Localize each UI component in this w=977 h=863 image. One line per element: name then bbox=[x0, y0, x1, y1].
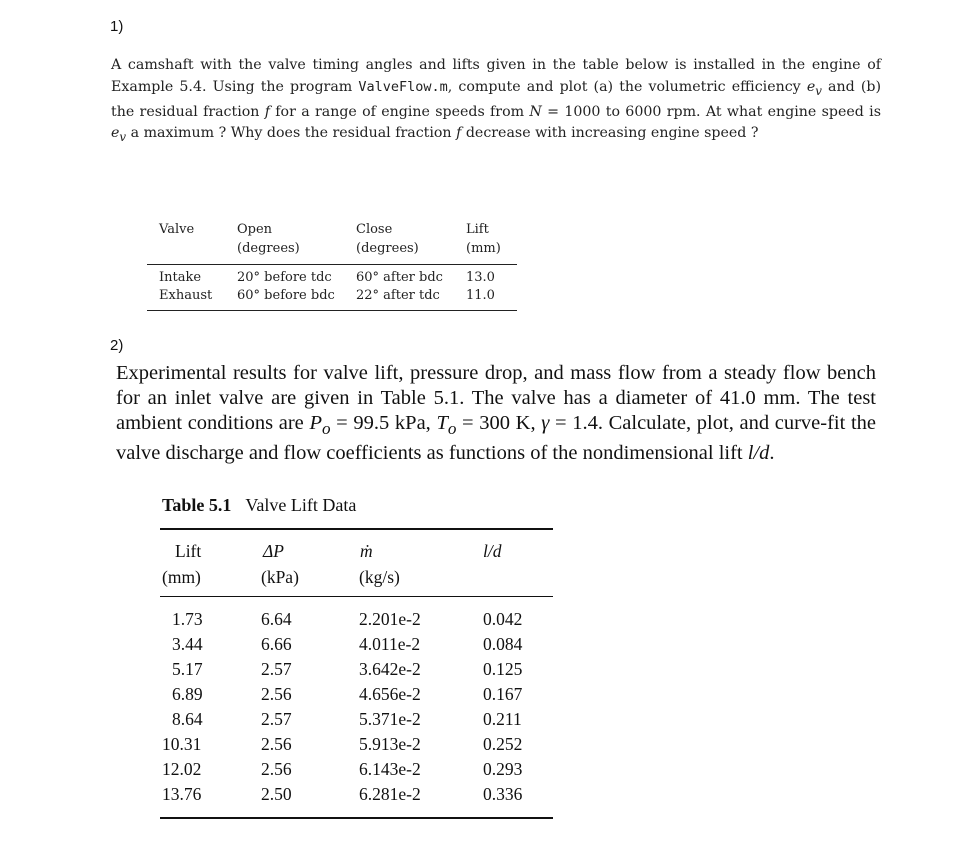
table-header-unit: (degrees) bbox=[237, 241, 300, 256]
table-cell: 11.0 bbox=[466, 288, 495, 303]
table-cell: 0.211 bbox=[483, 709, 522, 729]
table-cell: 8.64 bbox=[172, 709, 203, 729]
table-cell: 2.56 bbox=[261, 684, 292, 704]
table-cell: 60° before bdc bbox=[237, 288, 335, 303]
table-header-unit: (kg/s) bbox=[359, 567, 400, 587]
table-cell: 0.125 bbox=[483, 659, 523, 679]
table-cell: 0.167 bbox=[483, 684, 523, 704]
table-header: Lift bbox=[175, 541, 202, 561]
table-cell: 2.201e-2 bbox=[359, 609, 421, 629]
table-cell: 5.913e-2 bbox=[359, 734, 421, 754]
program-name: ValveFlow.m bbox=[358, 78, 448, 95]
question-2-number: 2) bbox=[110, 337, 124, 354]
table-rule bbox=[147, 264, 517, 265]
table-cell: 3.44 bbox=[172, 634, 203, 654]
question-2-text: Experimental results for valve lift, pressure drop, and mass flow from a steady flow bench for an inlet valve are given in Table 5.1. The valve has a diameter of 41.0 mm. The test ambient conditions are $P_o = 99.5$ kPa, $T_o = 300$ K, γ = 1.4. Calculate, plot, and curve-fit the valve discharge and flow coefficients as functions of the nondimensional lift l/d. bbox=[116, 362, 876, 465]
table-cell: 0.336 bbox=[483, 784, 523, 804]
table-header-unit: (kPa) bbox=[261, 567, 299, 587]
table-header: Valve bbox=[159, 222, 195, 237]
table-header-unit: (mm) bbox=[466, 241, 501, 256]
table-cell: 13.76 bbox=[162, 784, 202, 804]
table-cell: 1.73 bbox=[172, 609, 203, 629]
table-cell: 5.371e-2 bbox=[359, 709, 421, 729]
table-cell: 0.042 bbox=[483, 609, 523, 629]
table-cell: 6.89 bbox=[172, 684, 203, 704]
table-cell: 4.011e-2 bbox=[359, 634, 421, 654]
table-cell: 0.084 bbox=[483, 634, 523, 654]
table-cell: 2.57 bbox=[261, 709, 292, 729]
table-cell: 10.31 bbox=[162, 734, 202, 754]
table-header: Open bbox=[237, 222, 273, 237]
table-cell: 13.0 bbox=[466, 270, 495, 285]
question-1-number: 1) bbox=[110, 18, 124, 35]
table-caption: Table 5.1 Valve Lift Data bbox=[162, 495, 357, 515]
table-cell: 0.293 bbox=[483, 759, 523, 779]
table-cell: 2.57 bbox=[261, 659, 292, 679]
table-cell: Intake bbox=[159, 270, 202, 285]
table-cell: 6.281e-2 bbox=[359, 784, 421, 804]
table-cell: 3.642e-2 bbox=[359, 659, 421, 679]
table-header: Lift bbox=[466, 222, 489, 237]
table-cell: 2.56 bbox=[261, 734, 292, 754]
table-cell: 2.50 bbox=[261, 784, 292, 804]
table-header: Close bbox=[356, 222, 393, 237]
table-header-unit: (mm) bbox=[162, 567, 201, 587]
table-cell: 22° after tdc bbox=[356, 288, 440, 303]
table-cell: 60° after bdc bbox=[356, 270, 443, 285]
table-cell: 20° before tdc bbox=[237, 270, 332, 285]
table-cell: 6.66 bbox=[261, 634, 292, 654]
table-cell: 6.143e-2 bbox=[359, 759, 421, 779]
table-rule bbox=[147, 310, 517, 311]
question-1-text: A camshaft with the valve timing angles and lifts given in the table below is installed in the engine of Example 5.4. Using the program ValveFlow.m, compute and plot (a) the volumetric efficiency $e_v$ and (b) the residual fraction f for a range of engine speeds from N = 1000 to 6000 rpm. At what engine speed is $e_v$ a maximum ? Why does the residual fraction f decrease with increasing engine speed ? bbox=[111, 57, 881, 145]
table-rule-mid bbox=[160, 596, 553, 597]
table-cell: 5.17 bbox=[172, 659, 203, 679]
table-header: ṁ bbox=[360, 541, 373, 561]
table-cell: 12.02 bbox=[162, 759, 202, 779]
table-cell: 6.64 bbox=[261, 609, 292, 629]
table-cell: Exhaust bbox=[159, 288, 213, 303]
table-header-unit: (degrees) bbox=[356, 241, 419, 256]
table-header: ΔP bbox=[263, 541, 284, 561]
table-cell: 2.56 bbox=[261, 759, 292, 779]
table-cell: 4.656e-2 bbox=[359, 684, 421, 704]
table-rule-top bbox=[160, 528, 553, 530]
table-cell: 0.252 bbox=[483, 734, 523, 754]
table-rule-bottom bbox=[160, 817, 553, 819]
table-header: l/d bbox=[483, 541, 502, 561]
